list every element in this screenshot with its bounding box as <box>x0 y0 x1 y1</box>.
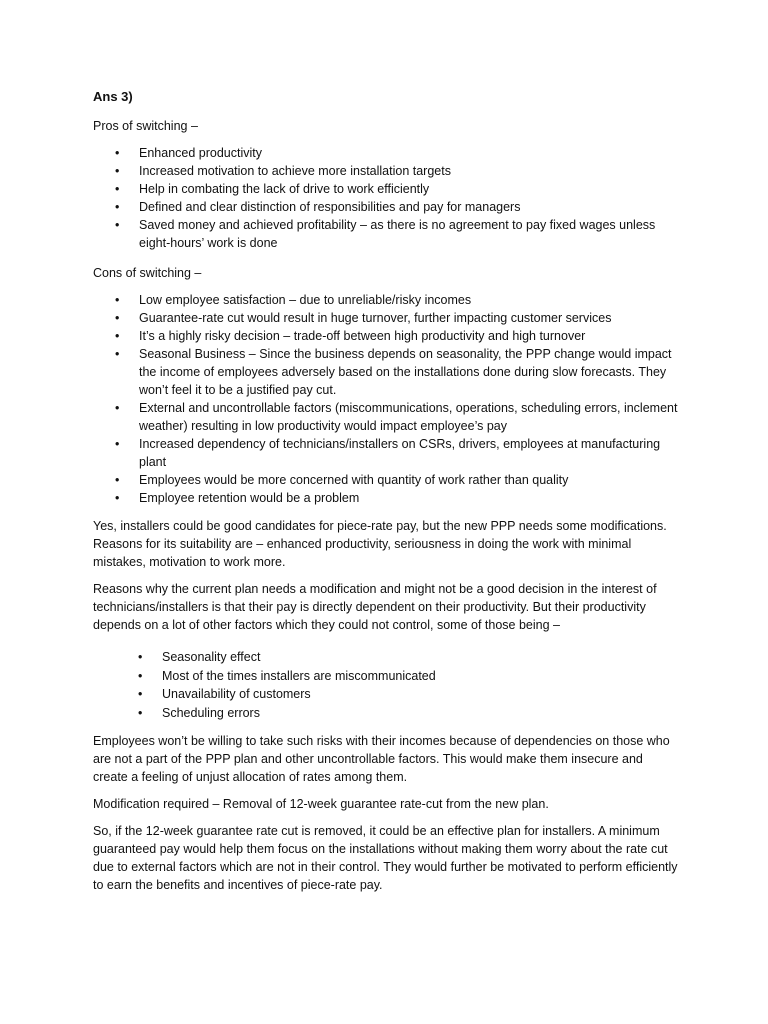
list-item: • Saved money and achieved profitability – as there is no agreement to pay fixed wages unless eight-hours’ work is done <box>115 218 656 250</box>
list-item: • Increased dependency of technicians/installers on CSRs, drivers, employees at manufacturing plant <box>115 437 661 469</box>
list-item: • Low employee satisfaction – due to unreliable/risky incomes <box>115 293 472 307</box>
list-item: • External and uncontrollable factors (miscommunications, operations, scheduling errors, inclement weather) resulting in low productivity would impact employee’s pay <box>115 401 678 433</box>
paragraph-modification-required: Modification required – Removal of 12-week guarantee rate-cut from the new plan. <box>93 797 549 811</box>
bullet-icon: • <box>138 687 143 701</box>
factors-list <box>93 648 680 722</box>
bullet-icon: • <box>115 146 120 160</box>
list-item: • Most of the times installers are miscommunicated <box>93 667 680 686</box>
bullet-icon: • <box>115 293 120 307</box>
list-item: • Employees would be more concerned with quantity of work rather than quality <box>115 473 569 487</box>
pros-label: Pros of switching – <box>93 119 198 133</box>
answer-heading: Ans 3) <box>93 89 133 104</box>
bullet-icon: • <box>115 437 120 451</box>
list-item: • Employee retention would be a problem <box>115 491 360 505</box>
list-item: • Unavailability of customers <box>93 685 680 704</box>
bullet-icon: • <box>115 329 120 343</box>
list-item: • Seasonal Business – Since the business depends on seasonality, the PPP change would impact the income of employees adversely based on the installations done during slow forecasts. They won’t feel it to be a justified pay cut. <box>115 347 672 397</box>
bullet-icon: • <box>138 650 143 664</box>
bullet-icon: • <box>115 347 120 361</box>
bullet-icon: • <box>138 668 143 683</box>
list-item: • Help in combating the lack of drive to work efficiently <box>115 182 430 196</box>
bullet-icon: • <box>115 200 120 214</box>
bullet-icon: • <box>115 491 120 505</box>
cons-list <box>93 291 680 507</box>
bullet-icon: • <box>138 705 143 720</box>
bullet-icon: • <box>115 182 120 196</box>
bullet-icon: • <box>115 218 120 232</box>
paragraph-modification-reason: Reasons why the current plan needs a modification and might not be a good decision in the interest of technicians/installers is that their pay is directly dependent on their productivity. But their productivity depends on a lot of other factors which they could not control, some of those being – <box>93 582 657 632</box>
list-item: • Scheduling errors <box>93 704 680 723</box>
bullet-icon: • <box>115 164 120 178</box>
bullet-icon: • <box>115 473 120 487</box>
bullet-icon: • <box>115 311 120 325</box>
paragraph-conclusion: So, if the 12-week guarantee rate cut is removed, it could be an effective plan for installers. A minimum guaranteed pay would help them focus on the installations without making them worry about the rate cut due to external factors which are not in their control. They would further be motivated to perform efficiently to earn the benefits and incentives of piece-rate pay. <box>93 824 678 892</box>
list-item: • Enhanced productivity <box>115 146 262 160</box>
bullet-icon: • <box>115 401 120 415</box>
list-item: • Guarantee-rate cut would result in huge turnover, further impacting customer services <box>115 311 612 325</box>
list-item: • Seasonality effect <box>93 648 680 667</box>
list-item: • It’s a highly risky decision – trade-off between high productivity and high turnover <box>115 329 586 343</box>
list-item: • Increased motivation to achieve more installation targets <box>115 164 451 178</box>
list-item: • Defined and clear distinction of responsibilities and pay for managers <box>115 200 521 214</box>
cons-label: Cons of switching – <box>93 266 202 280</box>
paragraph-suitability: Yes, installers could be good candidates for piece-rate pay, but the new PPP needs some modifications. Reasons for its suitability are – enhanced productivity, seriousness in doing the work with minimal mistakes, motivation to work more. <box>93 519 667 569</box>
pros-list <box>93 144 680 252</box>
paragraph-risk: Employees won’t be willing to take such risks with their incomes because of dependencies on those who are not a part of the PPP plan and other uncontrollable factors. This would make them insecure and create a feeling of unjust allocation of rates among them. <box>93 734 670 784</box>
